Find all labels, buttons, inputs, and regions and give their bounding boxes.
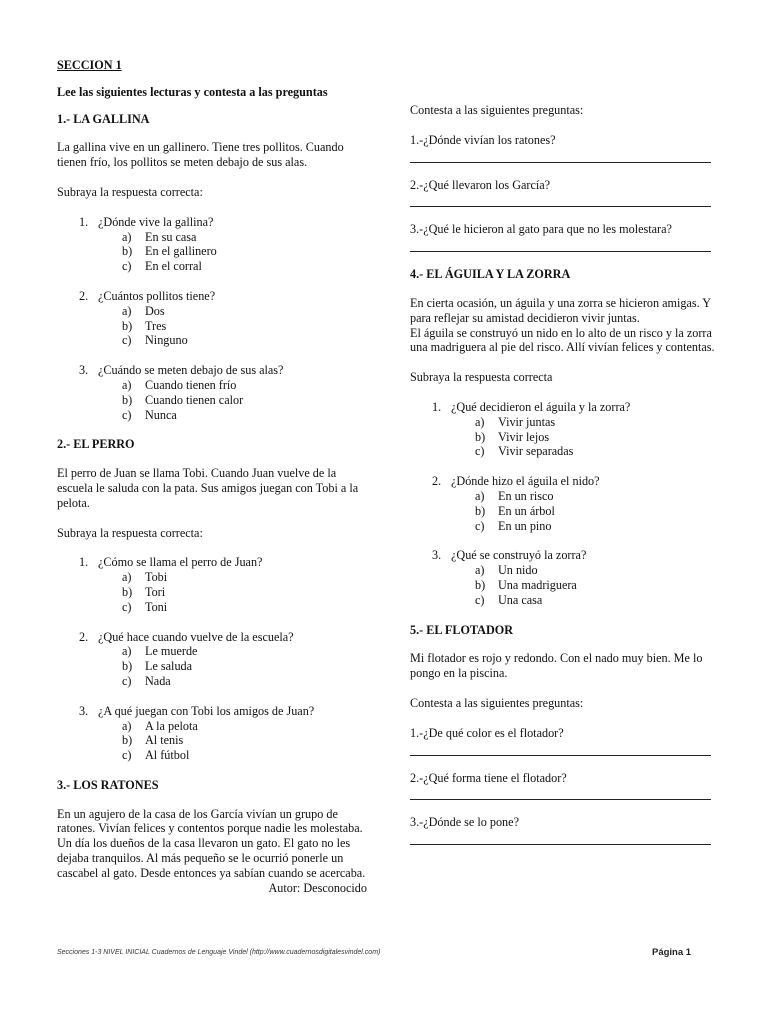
option-text: A la pelota <box>145 718 198 733</box>
reading-text-ratones-1: En un agujero de la casa de los García vivían un grupo de ratones. Vivían felices y contentos porque nadie les molestaba. <box>57 806 363 836</box>
answer-option[interactable] <box>98 244 367 259</box>
answer-line[interactable] <box>410 741 711 756</box>
option-letter: c) <box>475 518 485 533</box>
option-letter: a) <box>122 229 132 244</box>
option-letter: c) <box>475 444 485 459</box>
answer-line[interactable] <box>410 237 711 252</box>
question-item <box>410 400 715 459</box>
answer-option[interactable] <box>98 304 367 319</box>
open-question: 3.-¿Dónde se lo pone? <box>410 815 519 830</box>
option-letter: b) <box>475 577 486 592</box>
answer-options <box>451 563 715 607</box>
question-item <box>57 704 367 763</box>
answer-option[interactable] <box>98 585 367 600</box>
prompt-gallina: Subraya la respuesta correcta: <box>57 184 203 199</box>
answer-line[interactable] <box>410 192 711 207</box>
answer-option[interactable] <box>451 444 715 459</box>
reading-text-gallina: La gallina vive en un gallinero. Tiene tres pollitos. Cuando tienen frío, los pollitos se meten debajo de sus alas. <box>57 140 344 170</box>
prompt-ratones: Contesta a las siguientes preguntas: <box>410 103 584 117</box>
question-number: 1. <box>79 555 89 570</box>
option-letter: a) <box>475 488 485 503</box>
right-column <box>410 103 715 860</box>
option-letter: a) <box>122 377 132 392</box>
answer-options <box>451 415 715 459</box>
option-text: Tres <box>145 318 167 333</box>
open-question: 1.-¿De qué color es el flotador? <box>410 725 564 740</box>
answer-line[interactable] <box>410 148 711 163</box>
answer-option[interactable] <box>98 600 367 615</box>
question-item <box>57 630 367 689</box>
option-text: Le muerde <box>145 644 198 659</box>
answer-options <box>98 378 367 422</box>
reading-text-perro: El perro de Juan se llama Tobi. Cuando Juan vuelve de la escuela le saluda con la pata. Sus amigos juegan con Tobi a la pelota. <box>57 466 359 510</box>
option-text: Le saluda <box>145 659 193 674</box>
question-number: 2. <box>79 288 89 303</box>
answer-options <box>98 304 367 348</box>
question-item <box>57 289 367 348</box>
option-letter: b) <box>122 244 133 259</box>
option-text: En el gallinero <box>145 244 217 259</box>
answer-option[interactable] <box>98 259 367 274</box>
instruction-heading: Lee las siguientes lecturas y contesta a las preguntas <box>57 84 328 99</box>
answer-option[interactable] <box>451 489 715 504</box>
option-letter: a) <box>122 644 132 659</box>
option-text: En su casa <box>145 229 197 244</box>
question-text: ¿Qué decidieron el águila y la zorra? <box>451 399 631 414</box>
question-number: 1. <box>79 214 89 229</box>
answer-option[interactable] <box>98 733 367 748</box>
answer-option[interactable] <box>451 563 715 578</box>
prompt-flotador: Contesta a las siguientes preguntas: <box>410 695 584 710</box>
option-letter: c) <box>122 673 132 688</box>
question-text: ¿Cuándo se meten debajo de sus alas? <box>98 363 284 378</box>
answer-option[interactable] <box>98 230 367 245</box>
option-letter: b) <box>475 429 486 444</box>
open-question: 3.-¿Qué le hicieron al gato para que no les molestara? <box>410 222 672 237</box>
answer-option[interactable] <box>98 378 367 393</box>
option-letter: b) <box>122 659 133 674</box>
option-text: Vivir separadas <box>498 444 574 459</box>
question-number: 1. <box>432 399 442 414</box>
option-letter: a) <box>475 563 485 578</box>
reading-title-aguila: 4.- EL ÁGUILA Y LA ZORRA <box>410 267 571 282</box>
option-letter: a) <box>475 414 485 429</box>
answer-option[interactable] <box>98 393 367 408</box>
option-letter: b) <box>122 318 133 333</box>
question-item <box>410 474 715 533</box>
answer-option[interactable] <box>451 578 715 593</box>
option-letter: a) <box>122 303 132 318</box>
option-letter: b) <box>122 392 133 407</box>
option-text: Una casa <box>498 592 543 607</box>
option-text: En un pino <box>498 518 552 533</box>
answer-option[interactable] <box>98 674 367 689</box>
question-text: ¿Cuántos pollitos tiene? <box>98 288 216 303</box>
question-text: ¿Dónde vive la gallina? <box>98 214 214 229</box>
answer-option[interactable] <box>98 408 367 423</box>
question-item <box>57 363 367 422</box>
option-text: Al tenis <box>145 733 184 748</box>
option-text: Nunca <box>145 407 177 422</box>
option-text: Un nido <box>498 563 538 578</box>
answer-option[interactable] <box>451 415 715 430</box>
answer-options <box>98 644 367 688</box>
option-letter: b) <box>122 584 133 599</box>
reading-title-ratones: 3.- LOS RATONES <box>57 777 159 792</box>
option-text: Vivir juntas <box>498 414 556 429</box>
reading-title-perro: 2.- EL PERRO <box>57 437 135 452</box>
question-item <box>57 555 367 614</box>
option-text: En el corral <box>145 259 202 274</box>
reading-text-flotador: Mi flotador es rojo y redondo. Con el nado muy bien. Me lo pongo en la piscina. <box>410 651 703 681</box>
option-letter: c) <box>122 333 132 348</box>
question-number: 2. <box>432 474 442 489</box>
reading-title-flotador: 5.- EL FLOTADOR <box>410 622 514 637</box>
author-credit: Autor: Desconocido <box>268 880 367 895</box>
answer-line[interactable] <box>410 785 711 800</box>
answer-option[interactable] <box>451 593 715 608</box>
question-text: ¿Cómo se llama el perro de Juan? <box>98 555 263 570</box>
reading-text-aguila-1: En cierta ocasión, un águila y una zorra se hicieron amigas. Y para reflejar su amistad decidieron vivir juntas. <box>410 295 711 325</box>
option-text: En un risco <box>498 488 554 503</box>
answer-option[interactable] <box>98 319 367 334</box>
question-list-aguila <box>410 400 715 608</box>
answer-line[interactable] <box>410 830 711 845</box>
section-label: SECCION 1 <box>57 58 122 72</box>
question-number: 3. <box>79 363 89 378</box>
reading-text-ratones-2: Un día los dueños de la casa llevaron un gato. El gato no les dejaba tranquilos. Al más pequeño se le ocurrió ponerle un cascabel al gato. Desde entonces ya sabían cuando se acercaba. <box>57 836 366 880</box>
option-letter: a) <box>122 570 132 585</box>
option-text: Dos <box>145 303 165 318</box>
answer-option[interactable] <box>98 748 367 763</box>
question-number: 2. <box>79 629 89 644</box>
question-text: ¿Qué se construyó la zorra? <box>451 548 587 563</box>
option-letter: c) <box>122 259 132 274</box>
open-question: 2.-¿Qué llevaron los García? <box>410 177 551 192</box>
option-text: Cuando tienen frío <box>145 377 237 392</box>
option-text: Vivir lejos <box>498 429 550 444</box>
answer-option[interactable] <box>98 719 367 734</box>
option-text: Toni <box>145 599 168 614</box>
open-question: 1.-¿Dónde vivían los ratones? <box>410 132 556 147</box>
option-text: Tobi <box>145 570 168 585</box>
option-text: Tori <box>145 584 166 599</box>
question-list-gallina <box>57 215 367 423</box>
question-list-perro <box>57 555 367 763</box>
answer-option[interactable] <box>451 504 715 519</box>
prompt-perro: Subraya la respuesta correcta: <box>57 525 203 540</box>
option-text: Ninguno <box>145 333 188 348</box>
option-letter: c) <box>475 592 485 607</box>
option-letter: a) <box>122 718 132 733</box>
reading-text-aguila-2: El águila se construyó un nido en lo alto de un risco y la zorra una madriguera al pie del risco. Allí vivían felices y contentas. <box>410 325 715 355</box>
answer-option[interactable] <box>98 570 367 585</box>
answer-options <box>98 719 367 763</box>
footer-credits: Secciones 1-3 NIVEL INICIAL Cuadernos de Lenguaje Vindel (http://www.cuadernosdigitalesvindel.com) <box>57 949 381 956</box>
left-column <box>57 58 367 895</box>
answer-options <box>98 230 367 274</box>
answer-option[interactable] <box>98 644 367 659</box>
question-item <box>410 548 715 607</box>
open-question: 2.-¿Qué forma tiene el flotador? <box>410 770 567 785</box>
option-text: Cuando tienen calor <box>145 392 244 407</box>
option-text: Al fútbol <box>145 748 190 763</box>
question-item <box>57 215 367 274</box>
answer-option[interactable] <box>451 430 715 445</box>
answer-options <box>451 489 715 533</box>
reading-title-gallina: 1.- LA GALLINA <box>57 111 150 126</box>
option-letter: c) <box>122 748 132 763</box>
option-text: Una madriguera <box>498 577 577 592</box>
prompt-aguila: Subraya la respuesta correcta <box>410 370 553 385</box>
answer-option[interactable] <box>98 659 367 674</box>
option-letter: b) <box>475 503 486 518</box>
option-letter: b) <box>122 733 133 748</box>
question-number: 3. <box>432 548 442 563</box>
option-letter: c) <box>122 599 132 614</box>
question-number: 3. <box>79 703 89 718</box>
question-text: ¿Qué hace cuando vuelve de la escuela? <box>98 629 294 644</box>
option-text: En un árbol <box>498 503 555 518</box>
answer-options <box>98 570 367 614</box>
option-text: Nada <box>145 673 171 688</box>
answer-option[interactable] <box>451 519 715 534</box>
option-letter: c) <box>122 407 132 422</box>
question-text: ¿Dónde hizo el águila el nido? <box>451 474 600 489</box>
question-text: ¿A qué juegan con Tobi los amigos de Juan? <box>98 703 315 718</box>
page-number: Página 1 <box>652 947 692 958</box>
answer-option[interactable] <box>98 333 367 348</box>
